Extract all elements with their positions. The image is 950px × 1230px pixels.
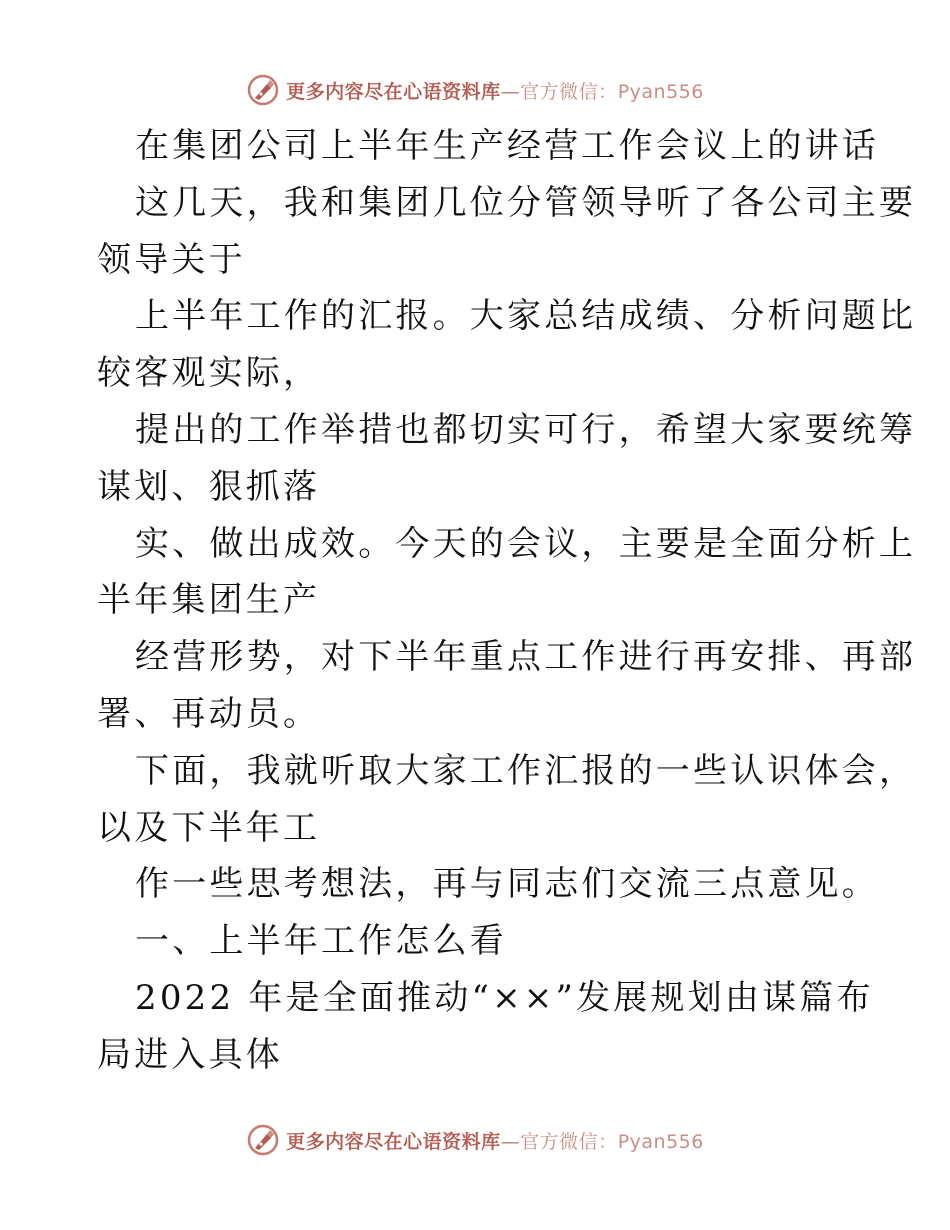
document-body [97,118,917,1084]
document-title: 在集团公司上半年生产经营工作会议上的讲话 [135,126,879,166]
paragraph-line: 半年集团生产 [97,580,321,621]
section-heading: 一、上半年工作怎么看 [135,921,507,962]
paragraph-line: 下面，我就听取大家工作汇报的一些认识体会， [135,750,917,791]
paragraph-line: 2022 年是全面推动“××”发展规划由谋篇布 [135,977,874,1018]
banner-text: 更多内容尽在心语资料库—官方微信：Pyan556 [286,80,704,103]
paragraph-line: 较客观实际， [97,353,321,394]
paragraph-line: 作一些思考想法，再与同志们交流三点意见。 [135,864,879,905]
paragraph-line: 经营形势，对下半年重点工作进行再安排、再部 [135,637,917,678]
banner-text: 更多内容尽在心语资料库—官方微信：Pyan556 [286,1130,704,1153]
paragraph-line: 实、做出成效。今天的会议，主要是全面分析上 [135,523,917,564]
paragraph-line: 上半年工作的汇报。大家总结成绩、分析问题比 [135,296,917,337]
paragraph-line: 领导关于 [97,239,246,280]
footer-banner [0,1120,950,1160]
header-banner [0,70,950,110]
paragraph-line: 署、再动员。 [97,693,321,734]
pen-nib-logo-icon [246,1123,280,1157]
paragraph-line: 以及下半年工 [97,807,321,848]
paragraph-line: 局进入具体 [97,1034,283,1075]
paragraph-line: 谋划、狠抓落 [97,466,321,507]
paragraph-line: 这几天，我和集团几位分管领导听了各公司主要 [135,182,917,223]
pen-nib-logo-icon [246,73,280,107]
paragraph-line: 提出的工作举措也都切实可行，希望大家要统筹 [135,409,917,450]
